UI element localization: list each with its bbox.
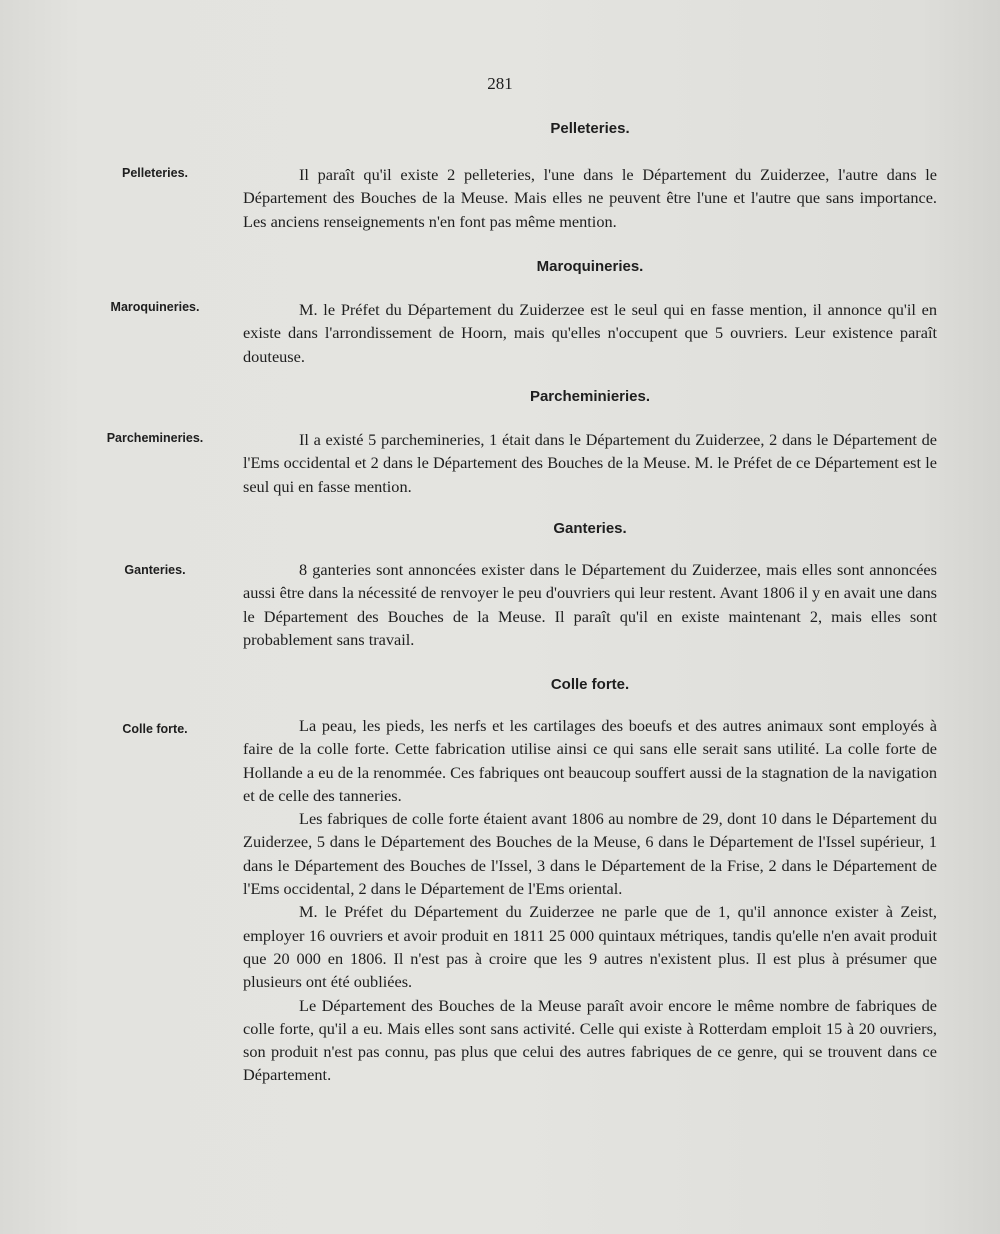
paragraph: M. le Préfet du Département du Zuiderzee est le seul qui en fasse mention, il annonce qu'il en existe dans l'arrondissement de Hoorn, mais qu'elles n'occupent que 5 ouvriers. Leur existence paraît douteuse. [243, 300, 937, 366]
section-body [243, 558, 937, 651]
margin-label: Ganteries. [124, 563, 186, 577]
margin-label: Maroquineries. [110, 300, 200, 314]
section-heading: Pelleteries. [550, 120, 630, 137]
section-body [243, 428, 937, 498]
paragraph: Les fabriques de colle forte étaient avant 1806 au nombre de 29, dont 10 dans le Département du Zuiderzee, 5 dans le Département des Bouches de la Meuse, 6 dans le Département de l'Issel supérieur, 1 dans le Département des Bouches de l'Issel, 3 dans le Département de la Frise, 2 dans le Département de l'Ems occidental, 2 dans le Département de l'Ems oriental. [243, 809, 937, 899]
paragraph: La peau, les pieds, les nerfs et les cartilages des boeufs et des autres animaux sont employés à faire de la colle forte. Cette fabrication utilise ainsi ce qui sans elle serait sans utilité. La colle forte de Hollande a eu de la renommée. Ces fabriques ont beaucoup souffert aussi de la stagnation de la navigation et de celle des tanneries. [243, 716, 937, 805]
section-body [243, 298, 937, 368]
paragraph: M. le Préfet du Département du Zuiderzee ne parle que de 1, qu'il annonce exister à Zeist, employer 16 ouvriers et avoir produit en 1811 25 000 quintaux métriques, tandis qu'elle n'en avait produit que 20 000 en 1806. Il n'est pas à croire que les 9 autres n'existent plus. Il est plus à présumer que plusieurs ont été oubliées. [243, 902, 937, 992]
page-number: 281 [487, 74, 513, 93]
section-body [243, 714, 937, 1087]
section-body [243, 163, 937, 233]
section-heading: Parcheminieries. [529, 388, 651, 405]
section-heading: Maroquineries. [536, 258, 644, 275]
margin-label: Colle forte. [122, 722, 188, 736]
paragraph: Le Département des Bouches de la Meuse paraît avoir encore le même nombre de fabriques de colle forte, qu'il a eu. Mais elles sont sans activité. Celle qui existe à Rotterdam emploit 15 à 20 ouvriers, son produit n'est pas connu, pas plus que celui des autres fabriques de ce genre, qui se trouvent dans ce Département. [243, 995, 937, 1085]
paragraph: Il a existé 5 parchemineries, 1 était dans le Département du Zuiderzee, 2 dans le Département de l'Ems occidental et 2 dans le Département des Bouches de la Meuse. M. le Préfet de ce Département est le seul qui en fasse mention. [243, 430, 937, 496]
margin-label: Pelleteries. [121, 166, 188, 180]
section-heading: Ganteries. [553, 520, 627, 537]
margin-label: Parchemineries. [106, 431, 204, 445]
section-heading: Colle forte. [550, 676, 630, 693]
paragraph: 8 ganteries sont annoncées exister dans le Département du Zuiderzee, mais elles sont annoncées aussi être dans la nécessité de renvoyer le peu d'ouvriers qui leur restent. Avant 1806 il y en avait une dans le Département des Bouches de la Meuse. Il paraît qu'il en existe maintenant 2, mais elles sont probablement sans travail. [243, 560, 937, 649]
paragraph: Il paraît qu'il existe 2 pelleteries, l'une dans le Département du Zuiderzee, l'autre dans le Département des Bouches de la Meuse. Mais elles ne peuvent être l'une et l'autre que sans importance. Les anciens renseignements n'en font pas même mention. [243, 165, 937, 231]
